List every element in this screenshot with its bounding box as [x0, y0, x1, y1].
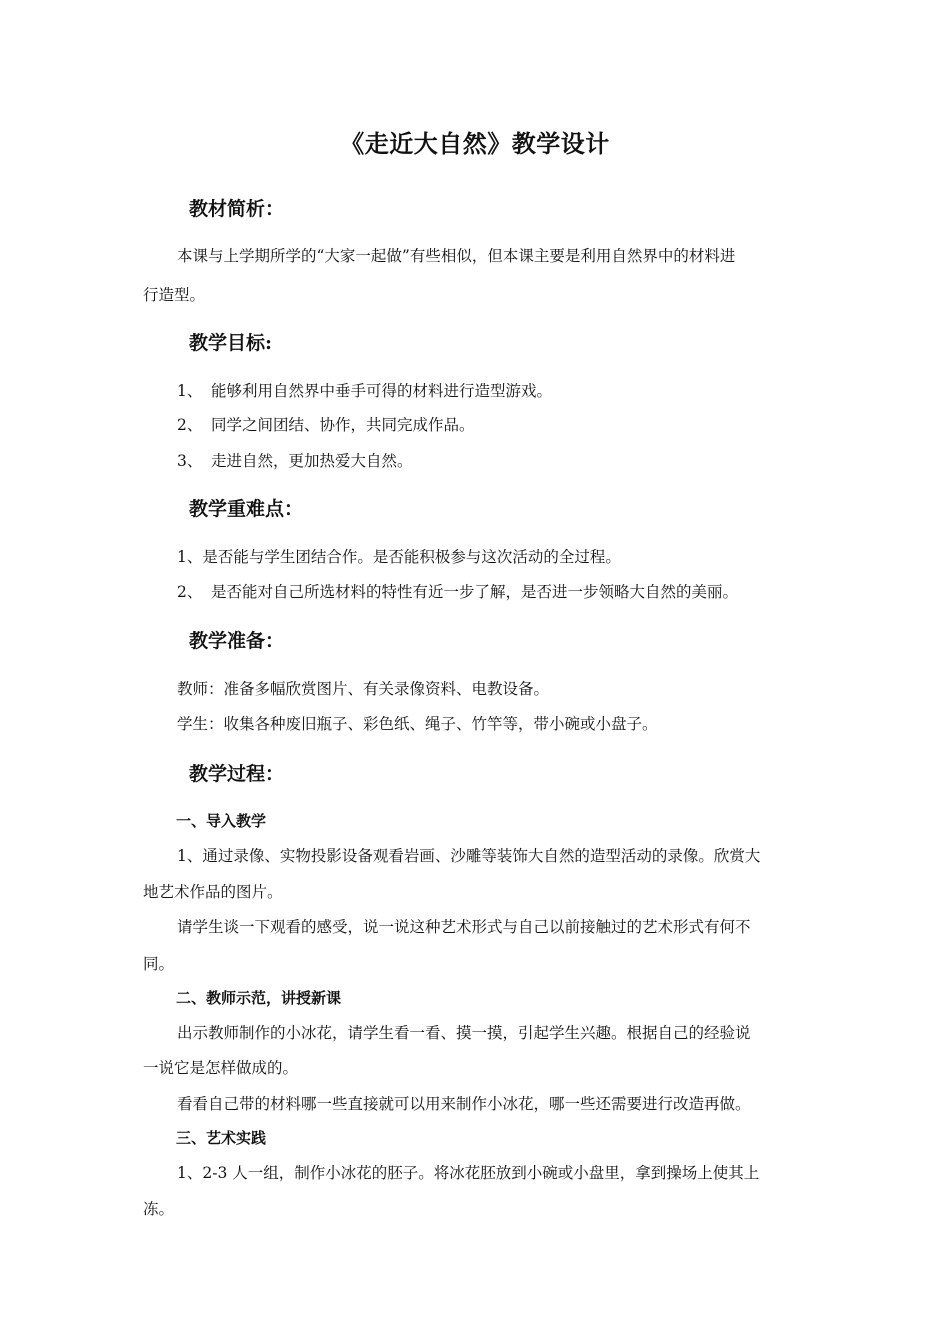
paragraph-line: 行造型。	[143, 286, 206, 304]
paragraph-line: 出示教师制作的小冰花，请学生看一看、摸一摸，引起学生兴趣。根据自己的经验说	[177, 1024, 751, 1042]
list-item	[177, 449, 413, 471]
paragraph-line: 同。	[143, 955, 175, 973]
list-item-text: 走进自然，更加热爱大自然。	[211, 452, 413, 470]
document-title: 《走近大自然》教学设计	[340, 129, 610, 158]
paragraph-line: 冻。	[143, 1200, 175, 1218]
section-heading-prep: 教学准备：	[189, 630, 285, 652]
paragraph-line: 一说它是怎样做成的。	[143, 1059, 299, 1077]
paragraph-line: 看看自己带的材料哪一些直接就可以用来制作小冰花，哪一些还需要进行改造再做。	[177, 1095, 751, 1113]
paragraph-line: 1、通过录像、实物投影设备观看岩画、沙雕等装饰大自然的造型活动的录像。欣赏大	[177, 847, 761, 865]
list-item	[177, 580, 738, 602]
section-heading-goals: 教学目标:	[189, 332, 273, 354]
list-item-text: 是否能对自己所选材料的特性有近一步了解，是否进一步领略大自然的美丽。	[211, 583, 739, 601]
subheading-part2: 二、教师示范，讲授新课	[176, 989, 342, 1007]
paragraph-line: 请学生谈一下观看的感受，说一说这种艺术形式与自己以前接触过的艺术形式有何不	[177, 918, 751, 936]
list-item-number: 3、	[177, 452, 203, 470]
paragraph-line: 地艺术作品的图片。	[143, 883, 283, 901]
teacher-prep-line: 教师：准备多幅欣赏图片、有关录像资料、电教设备。	[177, 680, 550, 698]
list-item-number: 2、	[177, 416, 203, 434]
list-item: 1、是否能与学生团结合作。是否能积极参与这次活动的全过程。	[177, 548, 621, 566]
paragraph-line: 1、2-3 人一组，制作小冰花的胚子。将冰花胚放到小碗或小盘里，拿到操场上使其上	[177, 1164, 760, 1182]
section-heading-process: 教学过程：	[189, 763, 285, 785]
list-item-number: 2、	[177, 583, 203, 601]
list-item-text: 同学之间团结、协作，共同完成作品。	[211, 416, 475, 434]
paragraph-line: 本课与上学期所学的“大家一起做”有些相似，但本课主要是利用自然界中的材料进	[177, 247, 736, 265]
list-item-number: 1、	[177, 382, 203, 400]
list-item	[177, 379, 552, 401]
subheading-part1: 一、导入教学	[176, 812, 267, 830]
list-item	[177, 413, 475, 435]
section-heading-keypoints: 教学重难点：	[189, 498, 304, 520]
list-item-text: 能够利用自然界中垂手可得的材料进行造型游戏。	[211, 382, 553, 400]
student-prep-line: 学生：收集各种废旧瓶子、彩色纸、绳子、竹竿等，带小碗或小盘子。	[177, 715, 658, 733]
section-heading-material: 教材简析：	[189, 198, 285, 220]
subheading-part3: 三、艺术实践	[176, 1129, 267, 1147]
